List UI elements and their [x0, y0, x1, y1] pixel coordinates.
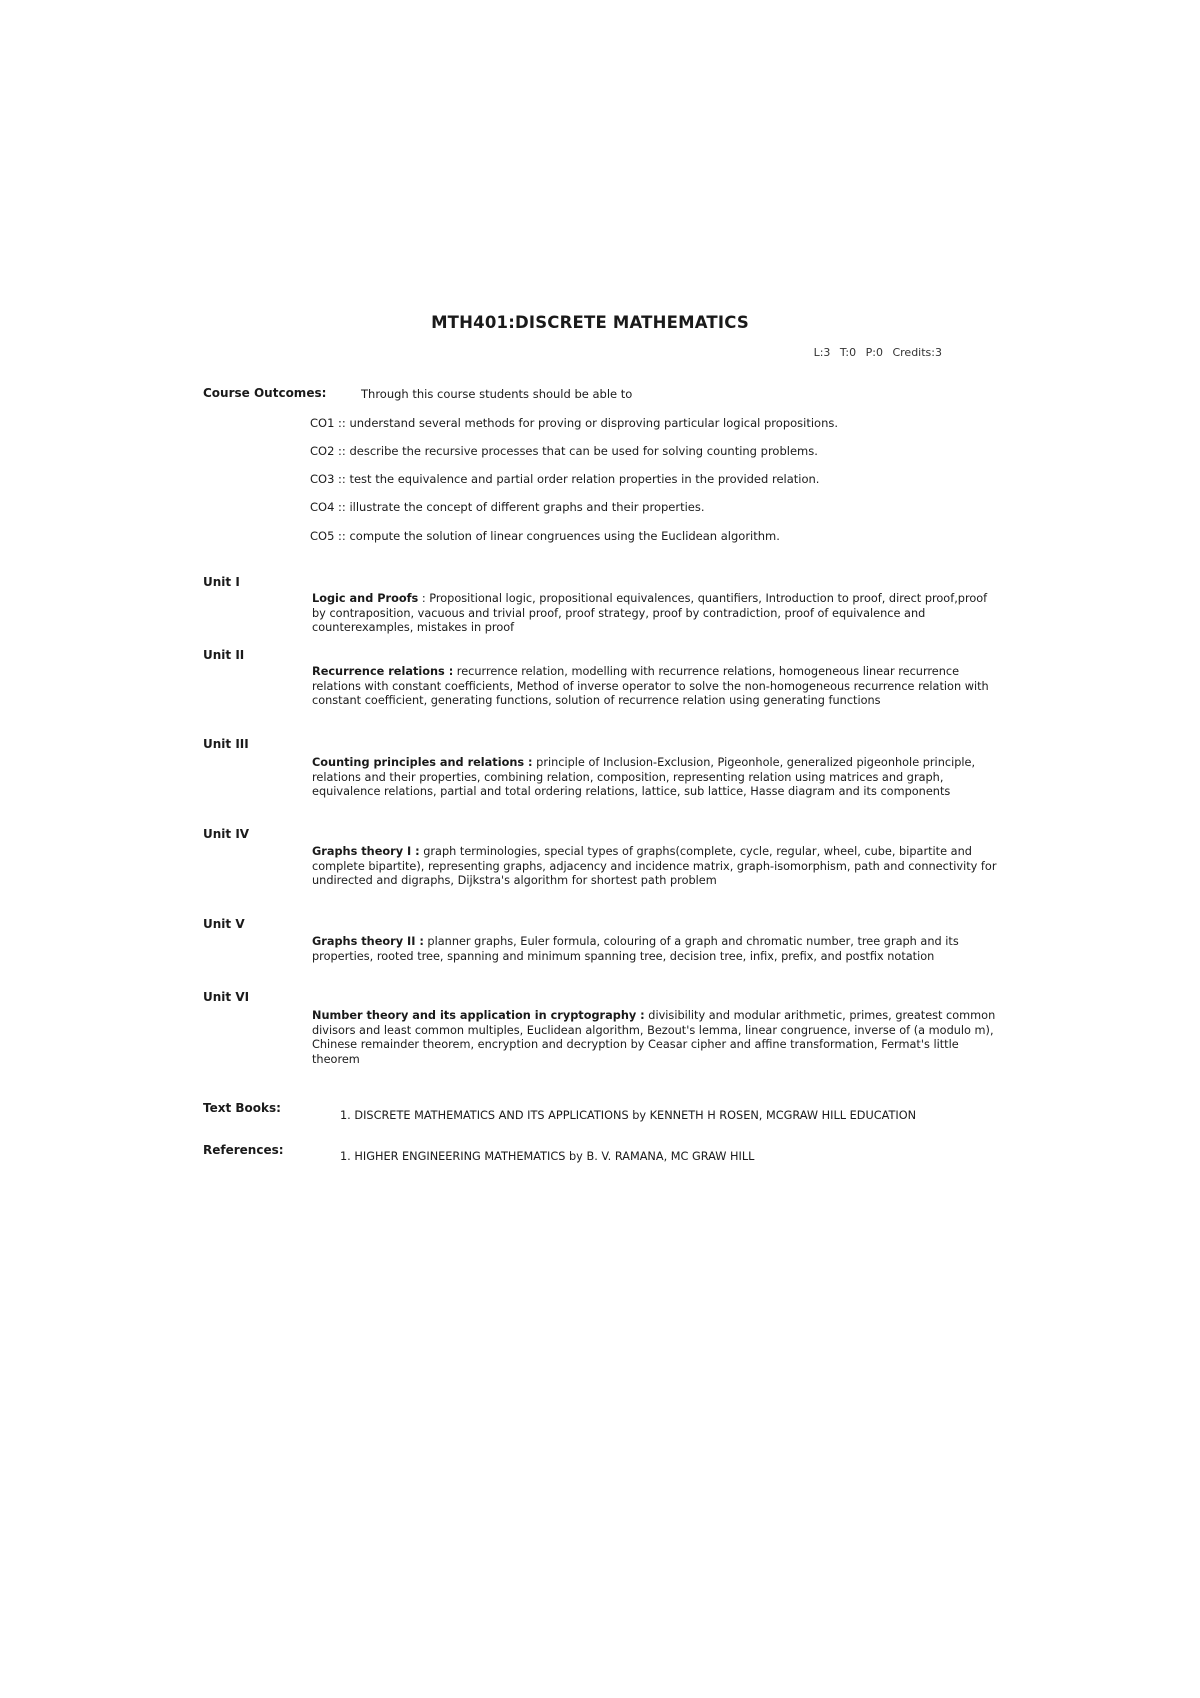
course-outcome-item: CO4 :: illustrate the concept of different graphs and their properties. — [310, 500, 705, 514]
course-title: MTH401:DISCRETE MATHEMATICS — [431, 313, 749, 332]
unit-description — [312, 756, 997, 800]
unit-content: recurrence relation, modelling with recurrence relations, homogeneous linear recurrence relations with constant coefficients, Method of inverse operator to solve the non-homogeneous recurrence relation with constant coefficient, generating functions, solution of recurrence relation using generating functions — [312, 665, 989, 707]
unit-label: Unit VI — [203, 990, 250, 1004]
unit-heading: Counting principles and relations : — [312, 756, 533, 769]
course-outcome-item: CO2 :: describe the recursive processes that can be used for solving counting problems. — [310, 444, 818, 458]
unit-heading: Recurrence relations : — [312, 665, 454, 678]
unit-content: : Propositional logic, propositional equivalences, quantifiers, Introduction to proof, direct proof,proof by contraposition, vacuous and trivial proof, proof strategy, proof by contradiction, proof of equivalence and counterexamples, mistakes in proof — [312, 592, 988, 634]
course-outcome-item: CO5 :: compute the solution of linear congruences using the Euclidean algorithm. — [310, 529, 780, 543]
unit-heading: Logic and Proofs — [312, 592, 419, 605]
references-label: References: — [203, 1143, 284, 1157]
references-item: 1. HIGHER ENGINEERING MATHEMATICS by B. V. RAMANA, MC GRAW HILL — [340, 1150, 755, 1163]
course-outcomes-label: Course Outcomes: — [203, 386, 327, 400]
unit-heading: Number theory and its application in cryptography : — [312, 1009, 645, 1022]
unit-description — [312, 592, 997, 636]
unit-content: graph terminologies, special types of graphs(complete, cycle, regular, wheel, cube, bipartite and complete bipartite), representing graphs, adjacency and incidence matrix, graph-isomorphism, path and connectivity for undirected and digraphs, Dijkstra's algorithm for shortest path problem — [312, 845, 997, 887]
unit-description — [312, 935, 997, 964]
unit-content: principle of Inclusion-Exclusion, Pigeonhole, generalized pigeonhole principle, relations and their properties, combining relation, composition, representing relation using matrices and graph, equivalence relations, partial and total ordering relations, lattice, sub lattice, Hasse diagram and its components — [312, 756, 976, 798]
unit-content: planner graphs, Euler formula, colouring of a graph and chromatic number, tree graph and its properties, rooted tree, spanning and minimum spanning tree, decision tree, infix, prefix, and postfix notation — [312, 935, 959, 963]
course-credits: L:3 T:0 P:0 Credits:3 — [813, 346, 942, 359]
unit-description — [312, 665, 997, 709]
course-outcome-item: CO3 :: test the equivalence and partial order relation properties in the provided relation. — [310, 472, 820, 486]
unit-label: Unit III — [203, 737, 249, 751]
course-outcome-item: CO1 :: understand several methods for proving or disproving particular logical propositions. — [310, 416, 839, 430]
unit-content: divisibility and modular arithmetic, primes, greatest common divisors and least common multiples, Euclidean algorithm, Bezout's lemma, linear congruence, inverse of (a modulo m), Chinese remainder theorem, encryption and decryption by Ceasar cipher and affine transformation, Fermat's little theorem — [312, 1009, 996, 1066]
course-outcomes-intro: Through this course students should be able to — [361, 387, 633, 401]
unit-label: Unit IV — [203, 827, 250, 841]
text-books-label: Text Books: — [203, 1101, 281, 1115]
unit-label: Unit II — [203, 648, 245, 662]
unit-description — [312, 845, 997, 889]
unit-label: Unit I — [203, 575, 240, 589]
unit-label: Unit V — [203, 917, 245, 931]
unit-description — [312, 1009, 997, 1067]
unit-heading: Graphs theory II : — [312, 935, 424, 948]
text-books-item: 1. DISCRETE MATHEMATICS AND ITS APPLICATIONS by KENNETH H ROSEN, MCGRAW HILL EDUCATION — [340, 1109, 917, 1122]
unit-heading: Graphs theory I : — [312, 845, 420, 858]
